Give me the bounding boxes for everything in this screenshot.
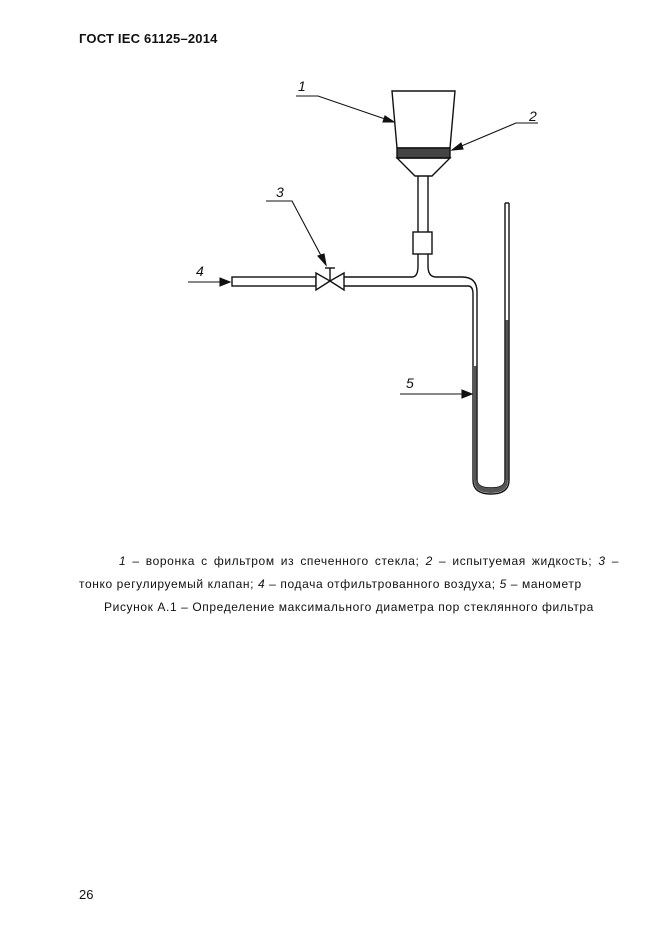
callout-5: 5 — [406, 375, 414, 391]
callout-3: 3 — [276, 184, 284, 200]
legend-line-2 — [79, 573, 619, 596]
document-header: ГОСТ IEC 61125–2014 — [79, 31, 218, 46]
figure-legend — [79, 550, 619, 619]
legend-text-5: – манометр — [506, 577, 582, 591]
funnel — [392, 91, 455, 148]
callout-line-2 — [452, 123, 538, 150]
callout-2: 2 — [529, 108, 537, 124]
legend-text-2: – испытуемая жидкость; — [432, 554, 599, 568]
callout-line-1 — [296, 96, 394, 122]
manometer-liquid — [474, 320, 509, 493]
legend-text-3a: – — [605, 554, 620, 568]
figure-caption: Рисунок А.1 – Определение максимального диаметра пор стеклянного фильтра — [104, 600, 594, 614]
tube-connector — [413, 232, 432, 254]
page-number: 26 — [79, 887, 94, 902]
legend-num-5: 5 — [499, 577, 507, 591]
legend-num-4: 4 — [257, 577, 266, 591]
glass-filter — [397, 148, 450, 158]
callout-1: 1 — [298, 78, 306, 94]
callout-4: 4 — [196, 263, 204, 279]
legend-num-2: 2 — [425, 554, 433, 568]
legend-text-4: – подача отфильтрованного воздуха; — [265, 577, 500, 591]
legend-line-1 — [79, 550, 619, 573]
legend-text-3b: тонко регулируемый клапан; — [79, 577, 258, 591]
callout-line-3 — [266, 201, 326, 265]
legend-text-1: – воронка с фильтром из спеченного стекла; — [126, 554, 426, 568]
legend-num-3: 3 — [598, 554, 606, 568]
legend-num-1: 1 — [119, 554, 127, 568]
